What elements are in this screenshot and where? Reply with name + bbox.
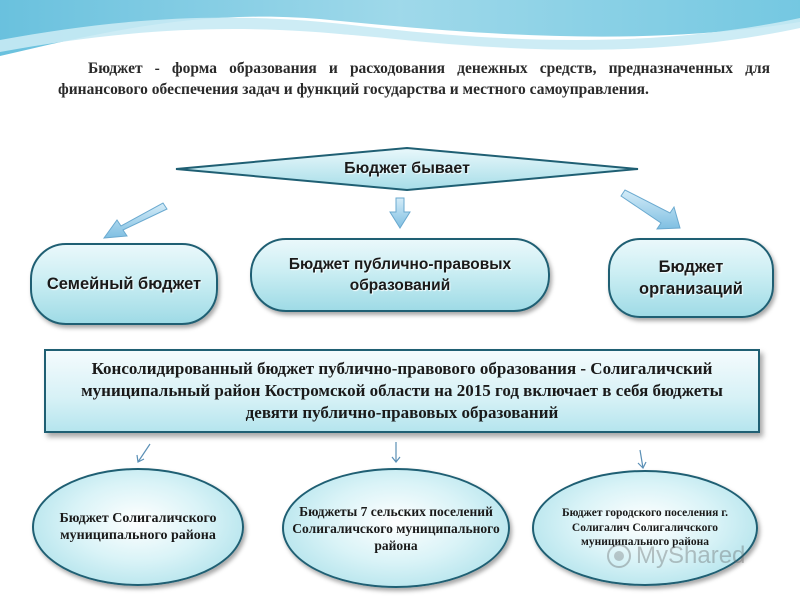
arrow-to-rural-budgets [392, 442, 400, 462]
arrow-to-public-budget [390, 198, 410, 228]
consolidated-budget-box: Консолидированный бюджет публично-правового образования - Солигаличский муниципальный район Костромской области на 2015 год включает в себя бюджеты девяти публично-правовых образований [44, 349, 760, 433]
budget-definition: Бюджет - форма образования и расходования денежных средств, предназначенных для финансового обеспечения задач и функций государства и местного самоуправления. [58, 60, 770, 98]
family-budget-box: Семейный бюджет [30, 243, 218, 325]
budget-types-heading: Бюджет бывает [344, 160, 470, 177]
arrow-to-district-budget [137, 444, 150, 462]
watermark-text: MyShared [636, 542, 746, 569]
watermark [606, 536, 776, 576]
city-settlement-budget-ellipse: Бюджет городского поселения г. Солигалич Солигаличского муниципального района [532, 470, 758, 586]
arrow-to-family-budget [104, 203, 167, 238]
rural-settlements-budget-ellipse: Бюджеты 7 сельских поселений Солигаличского муниципального района [282, 468, 510, 588]
arrow-to-org-budget [621, 190, 680, 229]
arrow-to-city-budget [638, 450, 646, 468]
organization-budget-box: Бюджет организаций [608, 238, 774, 318]
watermark-logo-icon [606, 543, 632, 569]
district-budget-ellipse: Бюджет Солигаличского муниципального района [32, 468, 244, 586]
public-law-budget-box: Бюджет публично-правовых образований [250, 238, 550, 312]
